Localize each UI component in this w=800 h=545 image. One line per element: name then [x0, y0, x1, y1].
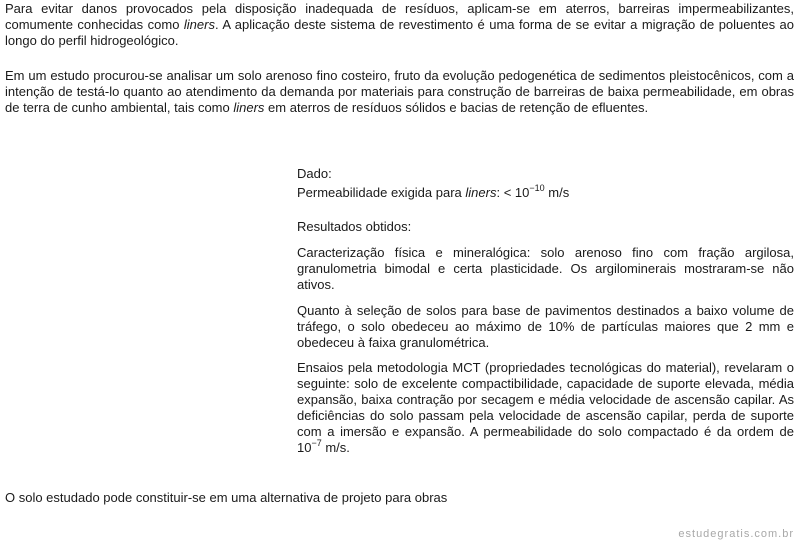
required-permeability: [297, 185, 569, 201]
results-label: Resultados obtidos:: [297, 219, 412, 234]
perm-emphasis: liners: [465, 185, 497, 200]
intro-p2-emphasis: liners: [233, 100, 265, 115]
intro-p1-text-a: Para evitar danos provocados pela disposição inadequada de resíduos, aplicam-se em aterros, barreiras impermeabilizantes, comumente conhecidas como: [5, 1, 794, 32]
perm-exponent: −10: [529, 183, 545, 193]
mct-text-b: m/s.: [321, 440, 350, 455]
intro-paragraph-2: [5, 68, 794, 116]
result-pavement-selection: Quanto à seleção de solos para base de pavimentos destinados a baixo volume de tráfego, o solo obedeceu ao máximo de 10% de partículas maiores que 2 mm e obedeceu à faixa granulométrica.: [297, 303, 794, 350]
perm-text-a: Permeabilidade exigida para: [297, 185, 466, 200]
intro-p2-text-b: em aterros de resíduos sólidos e bacias de retenção de efluentes.: [264, 100, 649, 115]
question-stem: O solo estudado pode constituir-se em uma alternativa de projeto para obras: [5, 490, 448, 505]
mct-exponent: −7: [311, 438, 322, 448]
result-characterization: Caracterização física e mineralógica: solo arenoso fino com fração argilosa, granulometria bimodal e certa plasticidade. Os argilominerais mostraram-se não ativos.: [297, 245, 794, 292]
given-label: Dado:: [297, 166, 332, 181]
intro-paragraph-1: [5, 1, 794, 49]
mct-text-a: Ensaios pela metodologia MCT (propriedades tecnológicas do material), revelaram o seguinte: solo de excelente compactibilidade, capacidade de suporte elevada, média expansão, baixa contração por secagem e média velocidade de ascensão capilar. As deficiências do solo passam pela velocidade de ascensão capilar, perda de suporte com a imersão e expansão. A permeabilidade do solo compactado é da ordem de 10: [297, 360, 794, 455]
intro-p2-text-a: Em um estudo procurou-se analisar um solo arenoso fino costeiro, fruto da evolução pedogenética de sedimentos pleistocênicos, com a intenção de testá-lo quanto ao atendimento da demanda por materiais para construção de barreiras de baixa permeabilidade, em obras de terra de cunho ambiental, tais como: [5, 68, 794, 115]
intro-p1-text-b: . A aplicação deste sistema de revestimento é uma forma de se evitar a migração de poluentes ao longo do perfil hidrogeológico.: [5, 17, 795, 48]
result-mct-tests: [297, 360, 794, 456]
perm-unit: m/s: [544, 185, 570, 200]
intro-p1-emphasis: liners: [183, 17, 215, 32]
watermark: estudegratis.com.br: [678, 528, 794, 540]
perm-text-b: : < 10: [496, 185, 530, 200]
